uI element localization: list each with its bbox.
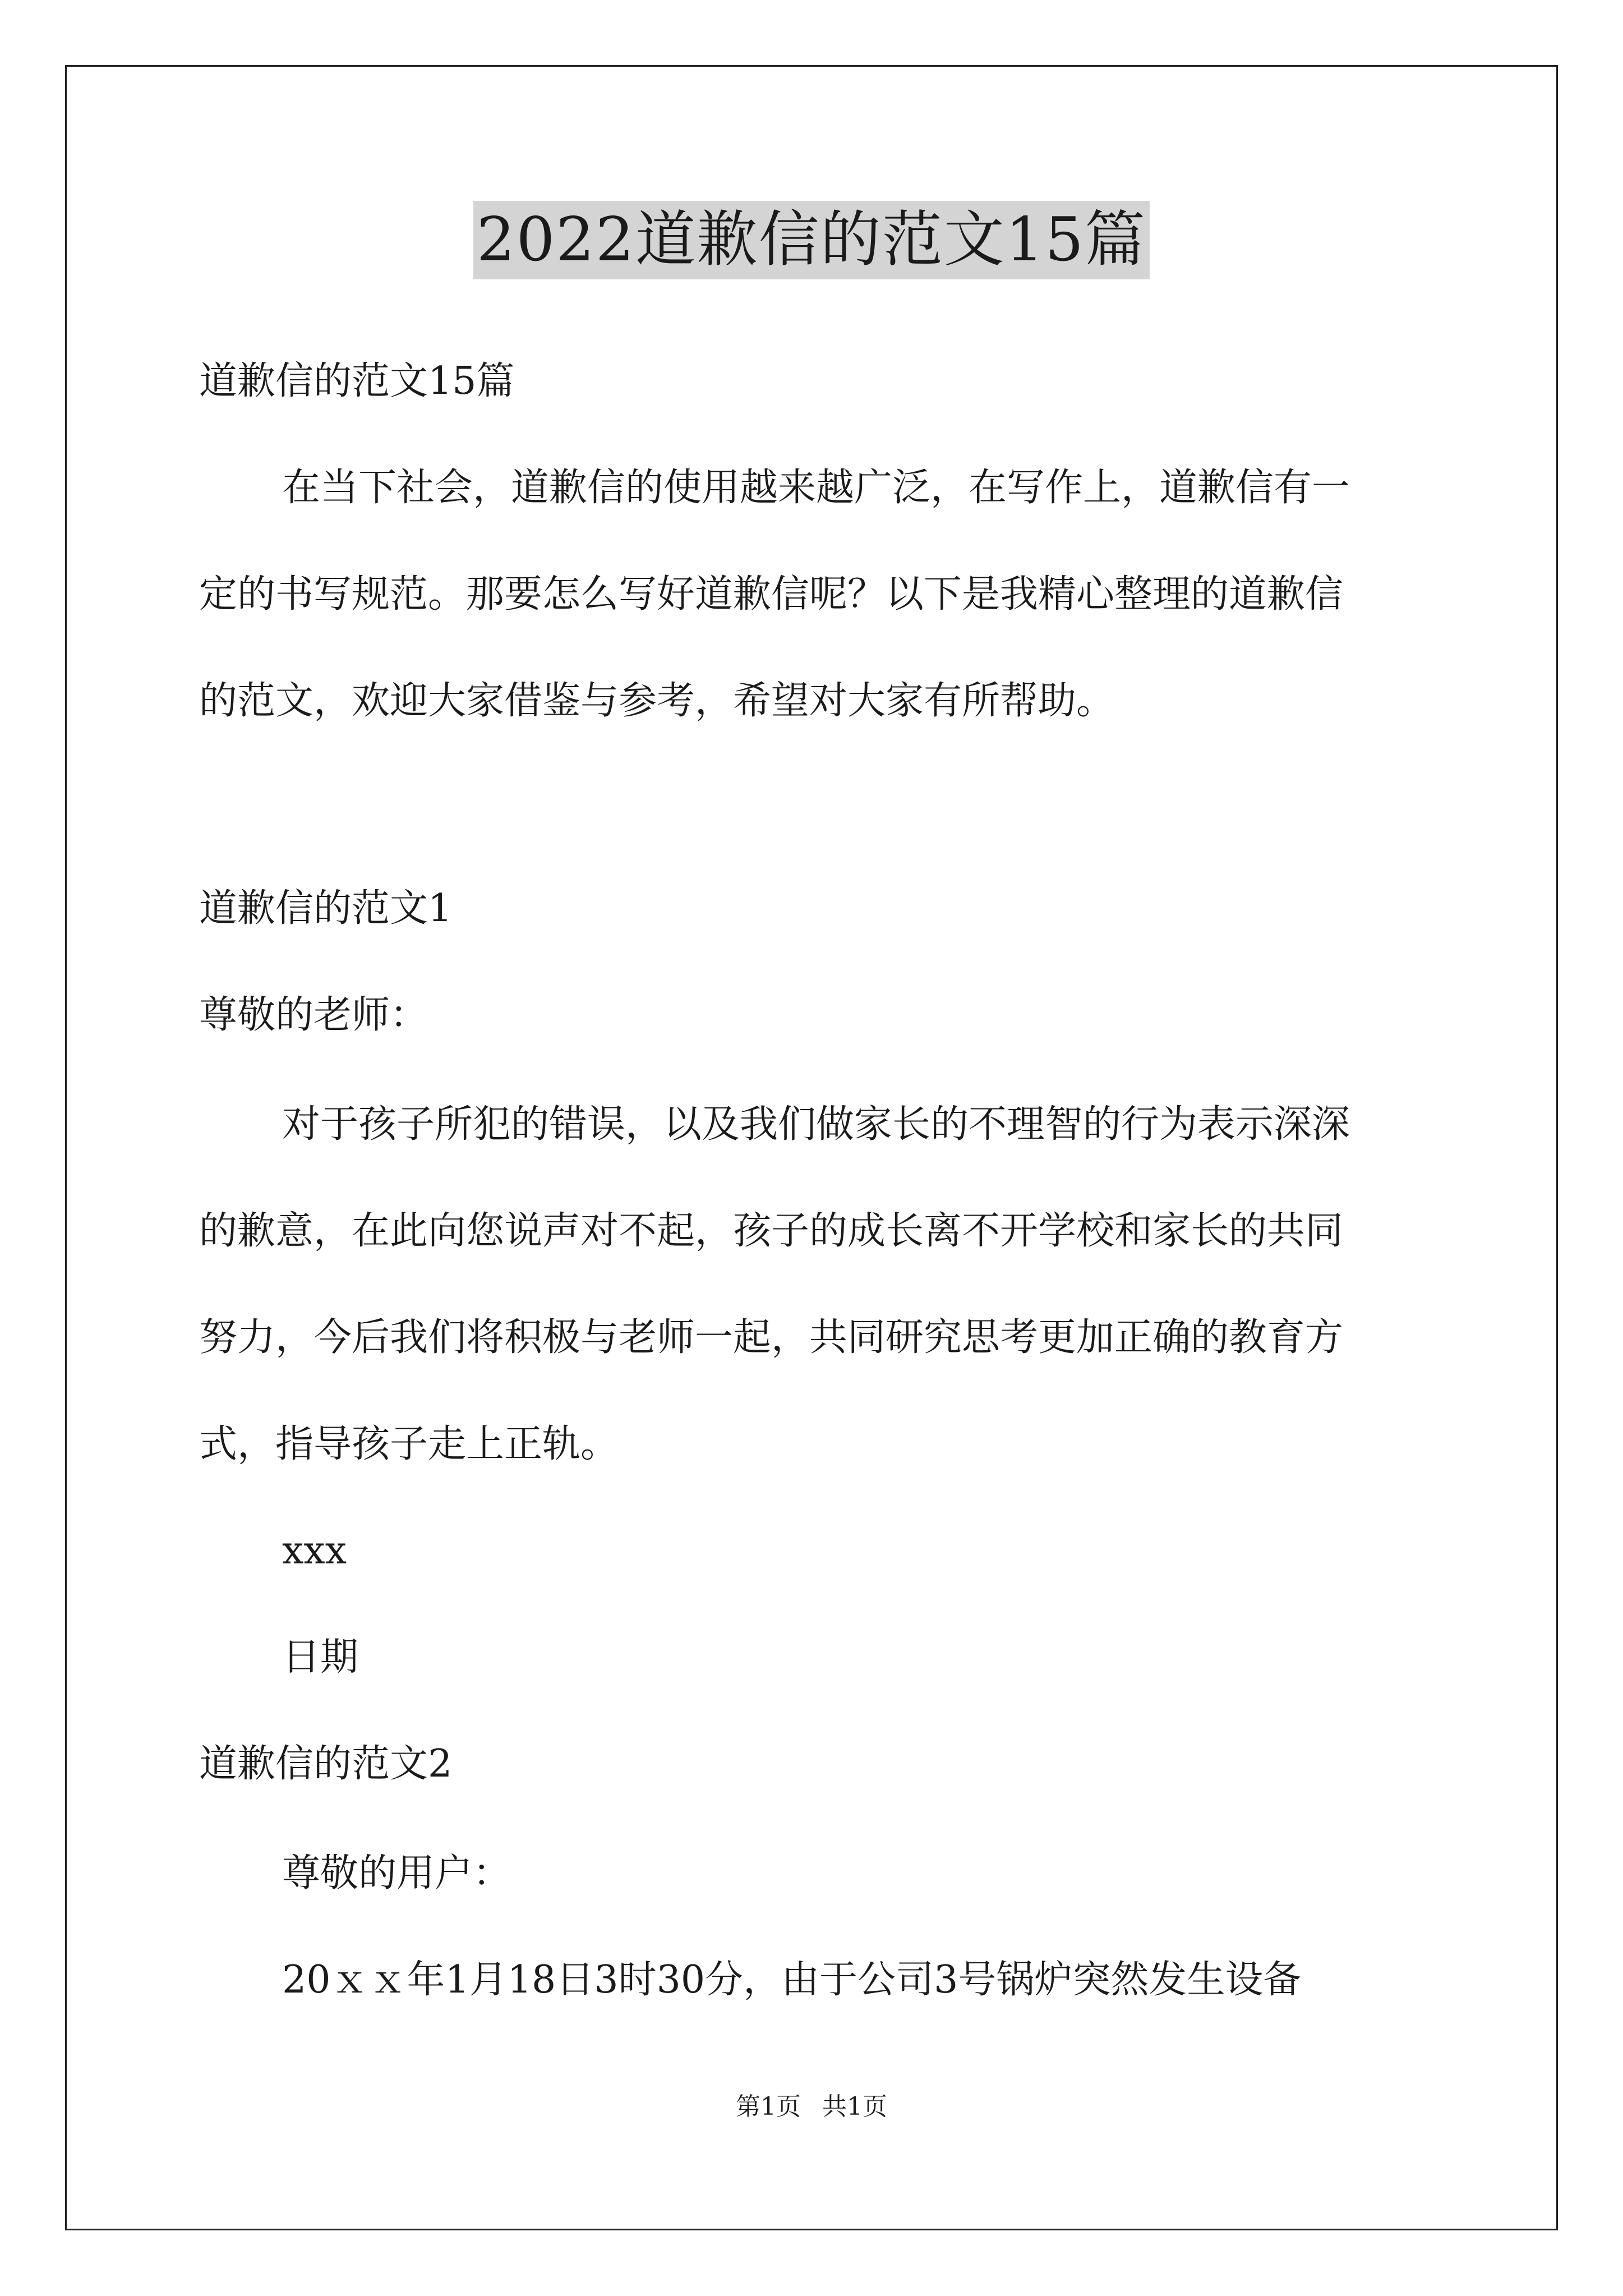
sample-1-date: 日期 xyxy=(282,1635,359,1680)
sample-1-salutation: 尊敬的老师： xyxy=(199,993,428,1037)
subtitle: 道歉信的范文15篇 xyxy=(199,359,515,403)
document-title: 2022道歉信的范文15篇 xyxy=(473,201,1150,279)
page-number: 第1页 xyxy=(736,2092,801,2121)
sample-1-body-line-3: 努力，今后我们将积极与老师一起，共同研究思考更加正确的教育方 xyxy=(199,1315,1344,1360)
page-footer xyxy=(0,2090,1623,2124)
sample-1-body-line-2: 的歉意，在此向您说声对不起，孩子的成长离不开学校和家长的共同 xyxy=(199,1209,1344,1253)
sample-1-body-line-1: 对于孩子所犯的错误，以及我们做家长的不理智的行为表示深深 xyxy=(282,1102,1350,1147)
intro-line-2: 定的书写规范。那要怎么写好道歉信呢？以下是我精心整理的道歉信 xyxy=(199,572,1344,616)
intro-line-1: 在当下社会，道歉信的使用越来越广泛，在写作上，道歉信有一 xyxy=(282,466,1350,510)
sample-1-heading: 道歉信的范文1 xyxy=(199,886,453,931)
page-total: 共1页 xyxy=(822,2092,887,2121)
sample-2-heading: 道歉信的范文2 xyxy=(199,1742,453,1786)
sample-2-body-line-1: 20ｘｘ年1月18日3时30分，由于公司3号锅炉突然发生设备 xyxy=(282,1958,1302,2002)
title-container xyxy=(0,201,1623,279)
sample-1-body-line-4: 式，指导孩子走上正轨。 xyxy=(199,1422,619,1466)
intro-line-3: 的范文，欢迎大家借鉴与参考，希望对大家有所帮助。 xyxy=(199,679,1115,723)
sample-2-salutation: 尊敬的用户： xyxy=(282,1851,511,1895)
sample-1-signature: xxx xyxy=(282,1529,347,1573)
